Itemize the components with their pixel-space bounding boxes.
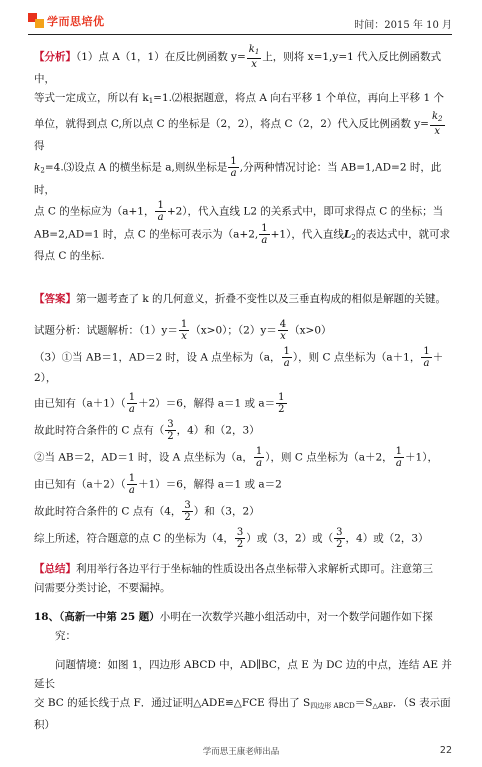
fraction-1-a: $\frac{1}{a}$ (423, 346, 430, 369)
answer-tag: 【答案】 (34, 293, 76, 305)
document-body (34, 44, 452, 735)
answer-line: 【答案】第一题考查了 k 的几何意义，折叠不变性以及三垂直构成的相似是解题的关键。 (34, 293, 447, 305)
analysis-line-2: 等式一定成立，所以有 $k_1=1.⑵$根据题意，将点 A 向右平移 1 个单位，再向上平移 1 个 (34, 92, 444, 105)
fraction-4-x: $\frac{4}{x}$ (279, 319, 287, 342)
solution-line-2: （3）①当 AB＝1，AD＝2 时，设 A 点坐标为（a， $\frac{1}{a}$ ），则 C 点坐标为（a＋1， $\frac{1}{a}$ ＋2）， (34, 346, 444, 384)
solution-line-6: 由已知有（a＋2）（ $\frac{1}{a}$ ＋1）＝6，解得 a＝1 或 a＝2 (34, 473, 282, 496)
problem18-number: 18、（高新一中第 25 题） (34, 611, 160, 623)
fraction-3-2: $\frac{3}{2}$ (336, 527, 343, 550)
fraction-1-x: $\frac{1}{x}$ (180, 319, 188, 342)
analysis-line-3: 单位，就得到点 C,所以点 C 的坐标是（2，2），将点 C（2，2）代入反比例函数 y= $\frac{k_2}{x}$ 得 (34, 111, 443, 152)
solution-line-7: 故此时符合条件的 C 点有（4， $\frac{3}{2}$ ）和（3，2） (34, 500, 260, 523)
solution-line-4: 故此时符合条件的 C 点有（ $\frac{3}{2}$ ，4）和（2，3） (34, 419, 260, 442)
fraction-1-a: $\frac{1}{a}$ (128, 473, 136, 496)
logo-text: 学而思培优 (47, 15, 105, 28)
solution-line-5: ②当 AB＝2，AD＝1 时，设 A 点坐标为（a， $\frac{1}{a}$ ），则 C 点坐标为（a＋2， $\frac{1}{a}$ ＋1）， (34, 446, 438, 469)
fraction-1-a: $\frac{1}{a}$ (283, 346, 290, 369)
logo (28, 13, 105, 29)
summary-tag: 【总结】 (34, 563, 76, 575)
analysis-line-4: $k_2=4.⑶$设点 A 的横坐标是 a,则纵坐标是 $\frac{1}{a}$ ,分两种情况讨论：当 AB=1,AD=2 时，此时， (34, 156, 442, 196)
fraction-1-a: $\frac{1}{a}$ (230, 156, 237, 179)
summary-line-1: 【总结】利用举行各边平行于坐标轴的性质设出各点坐标带入求解析式即可。注意第三 (34, 563, 433, 575)
fraction-3-2: $\frac{3}{2}$ (167, 419, 174, 442)
summary-line-2: 问需要分类讨论，不要漏掉。 (34, 582, 171, 594)
analysis-line-1: 【分析】（1）点 A（1，1）在反比例函数 y= $\frac{k_1}{x}$ 上，则将 x=1,y=1 代入反比例函数式中， (34, 44, 442, 85)
fraction-k1-x: $\frac{k_1}{x}$ (248, 44, 260, 70)
fraction-1-a: $\frac{1}{a}$ (157, 199, 164, 223)
fraction-1-a: $\frac{1}{a}$ (395, 446, 403, 469)
solution-line-3: 由已知有（a＋1）（ $\frac{1}{a}$ ＋2）＝6，解得 a＝1 或 a＝ $\frac{1}{2}$ (34, 392, 285, 415)
solution-line-1: 试题分析：试题解析：（1）y＝ $\frac{1}{x}$ （x>0）；（2）y＝ $\frac{4}{x}$ （x>0） (34, 319, 332, 342)
problem18-line-3: 问题情境：如图 1，四边形 ABCD 中，AD∥BC，点 E 为 DC 边的中点，连结 AE 并延长 (34, 659, 452, 690)
analysis-line-7: 得点 C 的坐标. (34, 250, 105, 262)
header-date: 时间：2015 年 10 月 (354, 20, 452, 31)
fraction-k2-x: $\frac{k_2}{x}$ (431, 111, 443, 137)
fraction-1-a: $\frac{1}{a}$ (261, 222, 268, 246)
fraction-1-2: $\frac{1}{2}$ (278, 392, 285, 415)
analysis-line-6: AB=2,AD=1 时，点 C 的坐标可表示为（a+2, $\frac{1}{a}$ +1），代入直线$L_2$的表达式中，就可求 (34, 222, 451, 246)
footer-credit: 学而思王康老师出品 (202, 747, 280, 757)
fraction-1-a: $\frac{1}{a}$ (255, 446, 263, 469)
logo-icon (28, 13, 44, 29)
problem18-line-2: 究： (55, 630, 76, 642)
fraction-1-a: $\frac{1}{a}$ (128, 392, 136, 415)
analysis-line-5: 点 C 的坐标应为（a+1， $\frac{1}{a}$ +2），代入直线 L2 的关系式中，即可求得点 C 的坐标；当 (34, 199, 444, 223)
fraction-3-2: $\frac{3}{2}$ (184, 500, 191, 523)
fraction-3-2: $\frac{3}{2}$ (236, 527, 244, 550)
problem18-line-1: 18、（高新一中第 25 题）小明在一次数学兴趣小组活动中，对一个数学问题作如下探 (34, 611, 433, 623)
solution-line-8: 综上所述，符合题意的点 C 的坐标为（4， $\frac{3}{2}$ ）或（3，2）或（ $\frac{3}{2}$ ，4）或（2，3） (34, 527, 429, 550)
problem18-line-4: 交 BC 的延长线于点 F．通过证明△ADE≌△FCE 得出了 $S_{四边形 ABCD}=S_{\triangle ABF}$．（S 表示面积） (34, 697, 451, 731)
analysis-tag: 【分析】 (34, 51, 76, 63)
page-header (28, 12, 452, 35)
page-number: 22 (439, 745, 452, 756)
